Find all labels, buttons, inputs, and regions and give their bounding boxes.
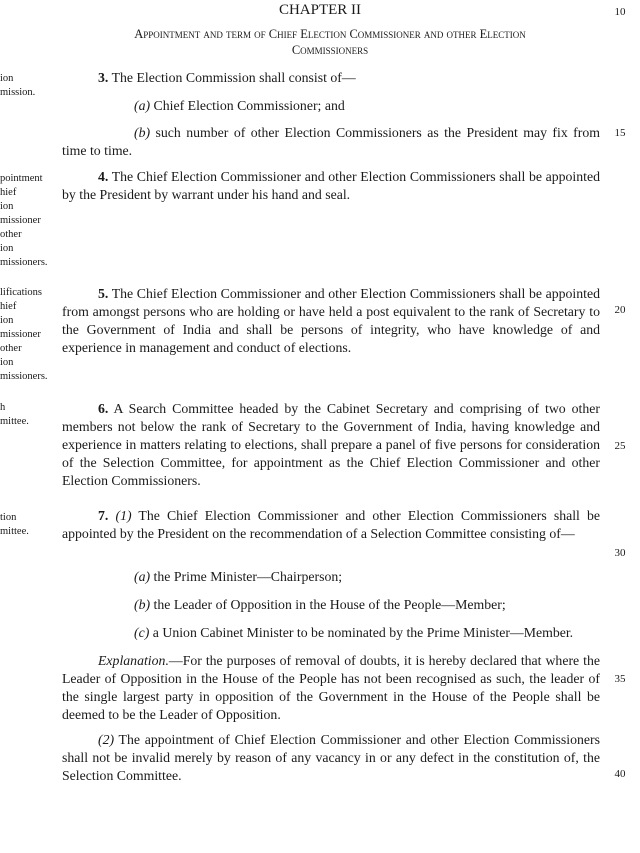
line-number: 20 — [614, 304, 626, 316]
section-7: 7. (1) The Chief Election Commissioner and other Election Commissioners shall be appointed by the President on the recommendation of a Selection Committee consisting of— — [62, 508, 601, 541]
section-number: 7. — [98, 508, 109, 523]
section-number: 6. — [98, 401, 109, 416]
section-7-subsection-2: (2) The appointment of Chief Election Commissioner and other Election Commissioners shall not be invalid merely by reason of any vacancy in or any defect in the constitution of, the Selection Committee. — [62, 732, 600, 783]
margin-note: ion mission. — [0, 73, 36, 98]
chapter-title — [80, 26, 580, 58]
line-number: 25 — [614, 440, 626, 452]
chapter-heading: CHAPTER II — [278, 2, 362, 18]
section-7-clause-a: (a) the Prime Minister—Chairperson; — [134, 569, 343, 584]
margin-note: tion mittee. — [0, 512, 29, 537]
line-number: 30 — [614, 547, 626, 559]
margin-note: lifications hief ion missioner other ion missioners. — [0, 287, 48, 382]
margin-note: pointment hief ion missioner other ion missioners. — [0, 173, 48, 268]
section-3: 3. The Election Commission shall consist of— — [98, 70, 356, 85]
section-7-explanation: Explanation.—For the purposes of removal of doubts, it is hereby declared that where the Leader of Opposition in the House of the People has not been recognised as such, the leader of the single largest party in opposition of the Government in the House of the People shall be deemed to be the Leader of Opposition. — [62, 653, 600, 722]
chapter-title-line-2: Commissioners — [291, 43, 369, 57]
line-number: 10 — [614, 6, 626, 18]
line-number: 40 — [614, 768, 626, 780]
section-3-clause-a: (a) Chief Election Commissioner; and — [134, 98, 345, 113]
section-3-clause-b: (b) such number of other Election Commissioners as the President may fix from time to time. — [62, 125, 600, 158]
line-number: 15 — [614, 127, 626, 139]
section-number: 3. — [98, 70, 109, 85]
section-4: 4. The Chief Election Commissioner and other Election Commissioners shall be appointed by the President by warrant under his hand and seal. — [62, 169, 600, 202]
section-6: 6. A Search Committee headed by the Cabinet Secretary and comprising of two other members not below the rank of Secretary to the Government of India, having knowledge and experience in matters relating to elections, shall prepare a panel of five persons for consideration of the Selection Committee, for appointment as the Chief Election Commissioner and other Election Commissioners. — [62, 401, 600, 488]
section-7-clause-b: (b) the Leader of Opposition in the House of the People—Member; — [134, 597, 506, 612]
section-number: 5. — [98, 286, 109, 301]
margin-note: h mittee. — [0, 402, 29, 427]
chapter-title-line-1: Appointment and term of Chief Election Commissioner and other Election — [134, 27, 526, 41]
line-number: 35 — [614, 673, 626, 685]
section-5: 5. The Chief Election Commissioner and other Election Commissioners shall be appointed from amongst persons who are holding or have held a post equivalent to the rank of Secretary to the Government of India and shall be persons of integrity, who have knowledge of and experience in management and conduct of elections. — [62, 286, 600, 355]
section-7-clause-c: (c) a Union Cabinet Minister to be nominated by the Prime Minister—Member. — [134, 625, 574, 640]
section-number: 4. — [98, 169, 109, 184]
